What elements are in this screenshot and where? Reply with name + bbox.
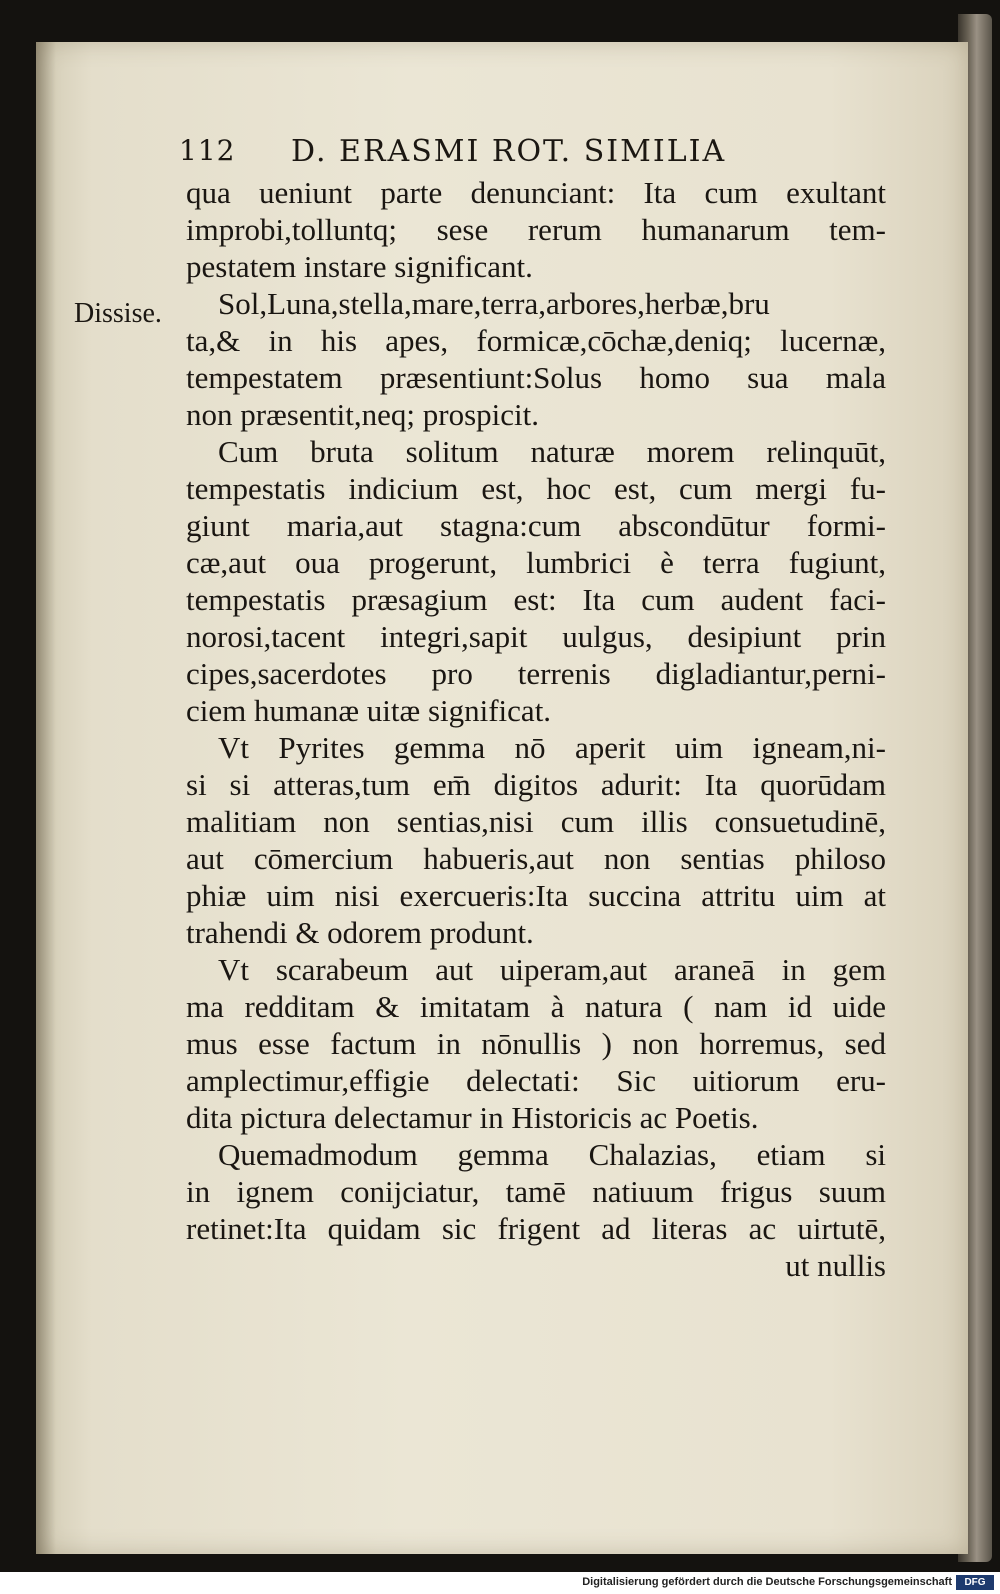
text-line: cipes,sacerdotes pro terrenis digladiantur,perni- [186, 656, 886, 691]
gutter-shadow [36, 42, 56, 1554]
book-page [36, 42, 968, 1554]
paragraph-start-line: Vt Pyrites gemma nō aperit uim igneam,ni- [218, 730, 886, 765]
text-line: tempestatem præsentiunt:Solus homo sua mala [186, 360, 886, 395]
text-line: norosi,tacent integri,sapit uulgus, desipiunt prin [186, 619, 886, 654]
text-line: improbi,tolluntq; sese rerum humanarum tem- [186, 212, 886, 247]
funding-credit: Digitalisierung gefördert durch die Deutsche Forschungsgemeinschaft [582, 1576, 952, 1588]
running-head-title: D. ERASMI ROT. SIMILIA [291, 134, 727, 169]
paragraph-start-line: Sol,Luna,stella,mare,terra,arbores,herbæ,bru [218, 286, 770, 321]
text-line: amplectimur,effigie delectati: Sic uitiorum eru- [186, 1063, 886, 1098]
catchword: ut nullis [785, 1248, 886, 1283]
text-line: ma redditam & imitatam à natura ( nam id uide [186, 989, 886, 1024]
text-line: aut cōmercium habueris,aut non sentias philoso [186, 841, 886, 876]
running-head [179, 134, 879, 174]
text-line: tempestatis præsagium est: Ita cum audent faci- [186, 582, 886, 617]
paragraph-start-line: Vt scarabeum aut uiperam,aut araneā in gem [218, 952, 886, 987]
text-line: non præsentit,neq; prospicit. [186, 397, 540, 432]
text-line: ciem humanæ uitæ significat. [186, 693, 552, 728]
footer-bar [0, 1572, 1000, 1594]
text-line: retinet:Ita quidam sic frigent ad literas ac uirtutē, [186, 1211, 886, 1246]
page-number: 112 [179, 134, 236, 167]
text-line: mus esse factum in nōnullis ) non horremus, sed [186, 1026, 886, 1061]
text-line: malitiam non sentias,nisi cum illis consuetudinē, [186, 804, 886, 839]
text-line: tempestatis indicium est, hoc est, cum mergi fu- [186, 471, 886, 506]
text-line: si si atteras,tum em̄ digitos adurit: Ita quorūdam [186, 767, 886, 802]
margin-note: Dissise. [74, 298, 162, 329]
dfg-logo: DFG [956, 1575, 994, 1590]
paragraph-start-line: Cum bruta solitum naturæ morem relinquūt, [218, 434, 886, 469]
text-line: qua ueniunt parte denunciant: Ita cum exultant [186, 175, 886, 210]
text-line: pestatem instare significant. [186, 249, 533, 284]
text-line: ta,& in his apes, formicæ,cōchæ,deniq; lucernæ, [186, 323, 886, 358]
text-line: giunt maria,aut stagna:cum abscondūtur formi- [186, 508, 886, 543]
body-text [186, 174, 886, 1284]
text-line: in ignem conijciatur, tamē natiuum frigus suum [186, 1174, 886, 1209]
text-line: trahendi & odorem produnt. [186, 915, 534, 950]
text-line: dita pictura delectamur in Historicis ac Poetis. [186, 1100, 759, 1135]
paragraph-start-line: Quemadmodum gemma Chalazias, etiam si [218, 1137, 886, 1172]
text-line: cæ,aut oua progerunt, lumbrici è terra fugiunt, [186, 545, 886, 580]
text-line: phiæ uim nisi exercueris:Ita succina attritu uim at [186, 878, 886, 913]
